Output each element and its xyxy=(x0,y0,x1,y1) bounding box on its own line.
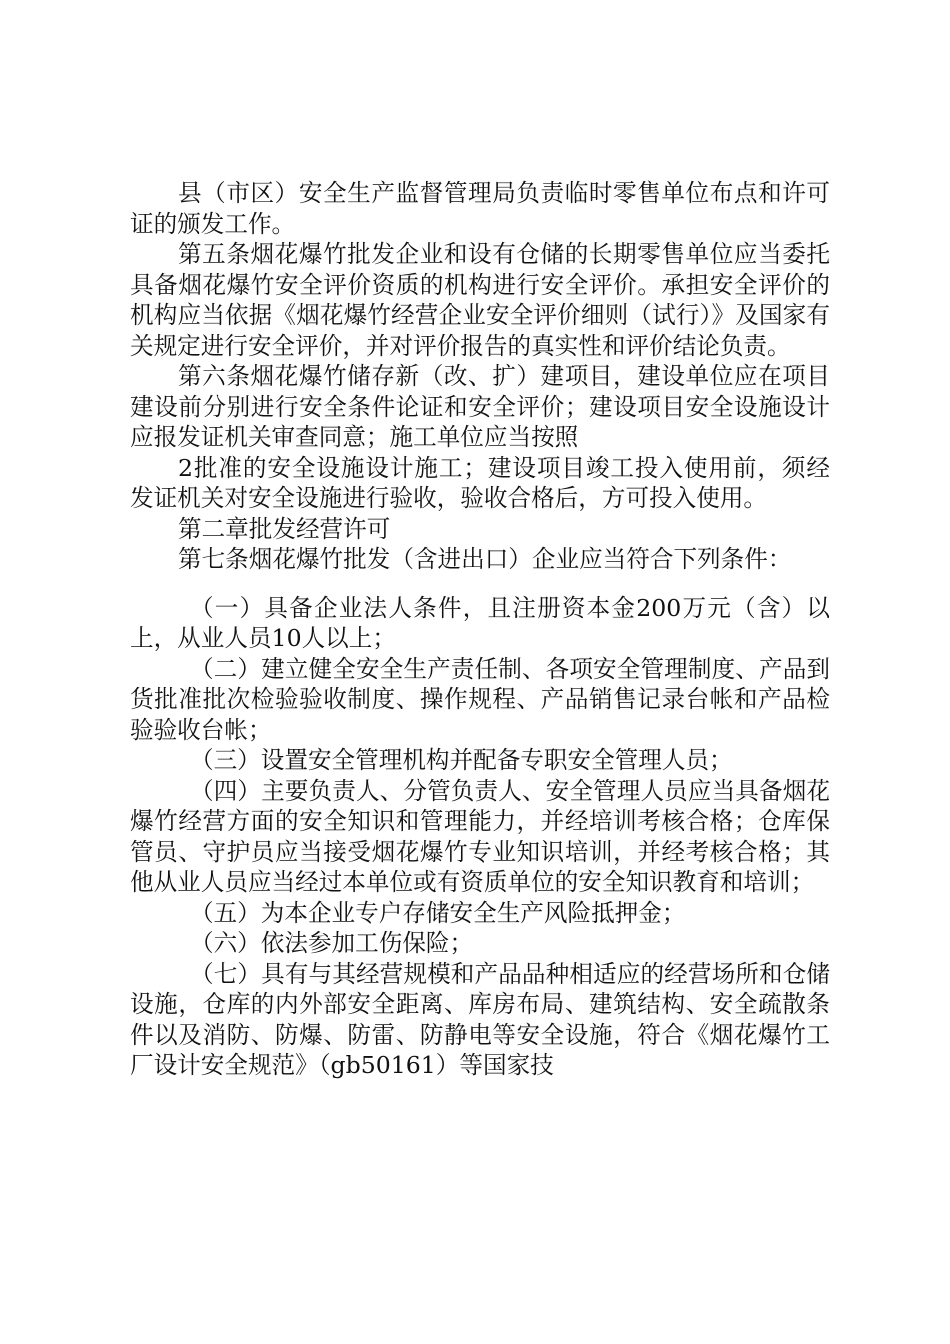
paragraph-article-5: 第五条烟花爆竹批发企业和设有仓储的长期零售单位应当委托具备烟花爆竹安全评价资质的机构进行安全评价。承担安全评价的机构应当依据《烟花爆竹经营企业安全评价细则（试行）》及国家有关规定进行安全评价，并对评价报告的真实性和评价结论负责。 xyxy=(130,240,830,360)
list-item-3: （三）设置安全管理机构并配备专职安全管理人员； xyxy=(190,746,733,774)
chapter-heading: 第二章批发经营许可 xyxy=(178,514,391,543)
paragraph-article-6-continued: 2批准的安全设施设计施工；建设项目竣工投入使用前，须经发证机关对安全设施进行验收，验收合格后，方可投入使用。 xyxy=(130,453,830,512)
spacer xyxy=(130,575,830,593)
document-page xyxy=(130,178,830,1081)
list-item-4: （四）主要负责人、分管负责人、安全管理人员应当具备烟花爆竹经营方面的安全知识和管理能力，并经培训考核合格；仓库保管员、守护员应当接受烟花爆竹专业知识培训，并经考核合格；其他从业人员应当经过本单位或有资质单位的安全知识教育和培训； xyxy=(130,776,830,896)
paragraph-article-6: 第六条烟花爆竹储存新（改、扩）建项目，建设单位应在项目建设前分别进行安全条件论证和安全评价；建设项目安全设施设计应报发证机关审查同意；施工单位应当按照 xyxy=(130,362,830,451)
list-item-7: （七）具有与其经营规模和产品品种相适应的经营场所和仓储设施，仓库的内外部安全距离、库房布局、建筑结构、安全疏散条件以及消防、防爆、防雷、防静电等安全设施，符合《烟花爆竹工厂设计安全规范》（gb50161）等国家技 xyxy=(130,959,830,1079)
list-item-5: （五）为本企业专户存储安全生产风险抵押金； xyxy=(190,898,686,927)
paragraph-licensing-duty: 县（市区）安全生产监督管理局负责临时零售单位布点和许可证的颁发工作。 xyxy=(130,179,830,238)
list-item-1: （一）具备企业法人条件，且注册资本金200万元（含）以上，从业人员10人以上； xyxy=(130,593,830,652)
list-item-2: （二）建立健全安全生产责任制、各项安全管理制度、产品到货批准批次检验验收制度、操作规程、产品销售记录台帐和产品检验验收台帐； xyxy=(130,654,830,744)
list-item-6: （六）依法参加工伤保险； xyxy=(190,929,474,957)
paragraph-article-7: 第七条烟花爆竹批发（含进出口）企业应当符合下列条件： xyxy=(178,545,792,573)
